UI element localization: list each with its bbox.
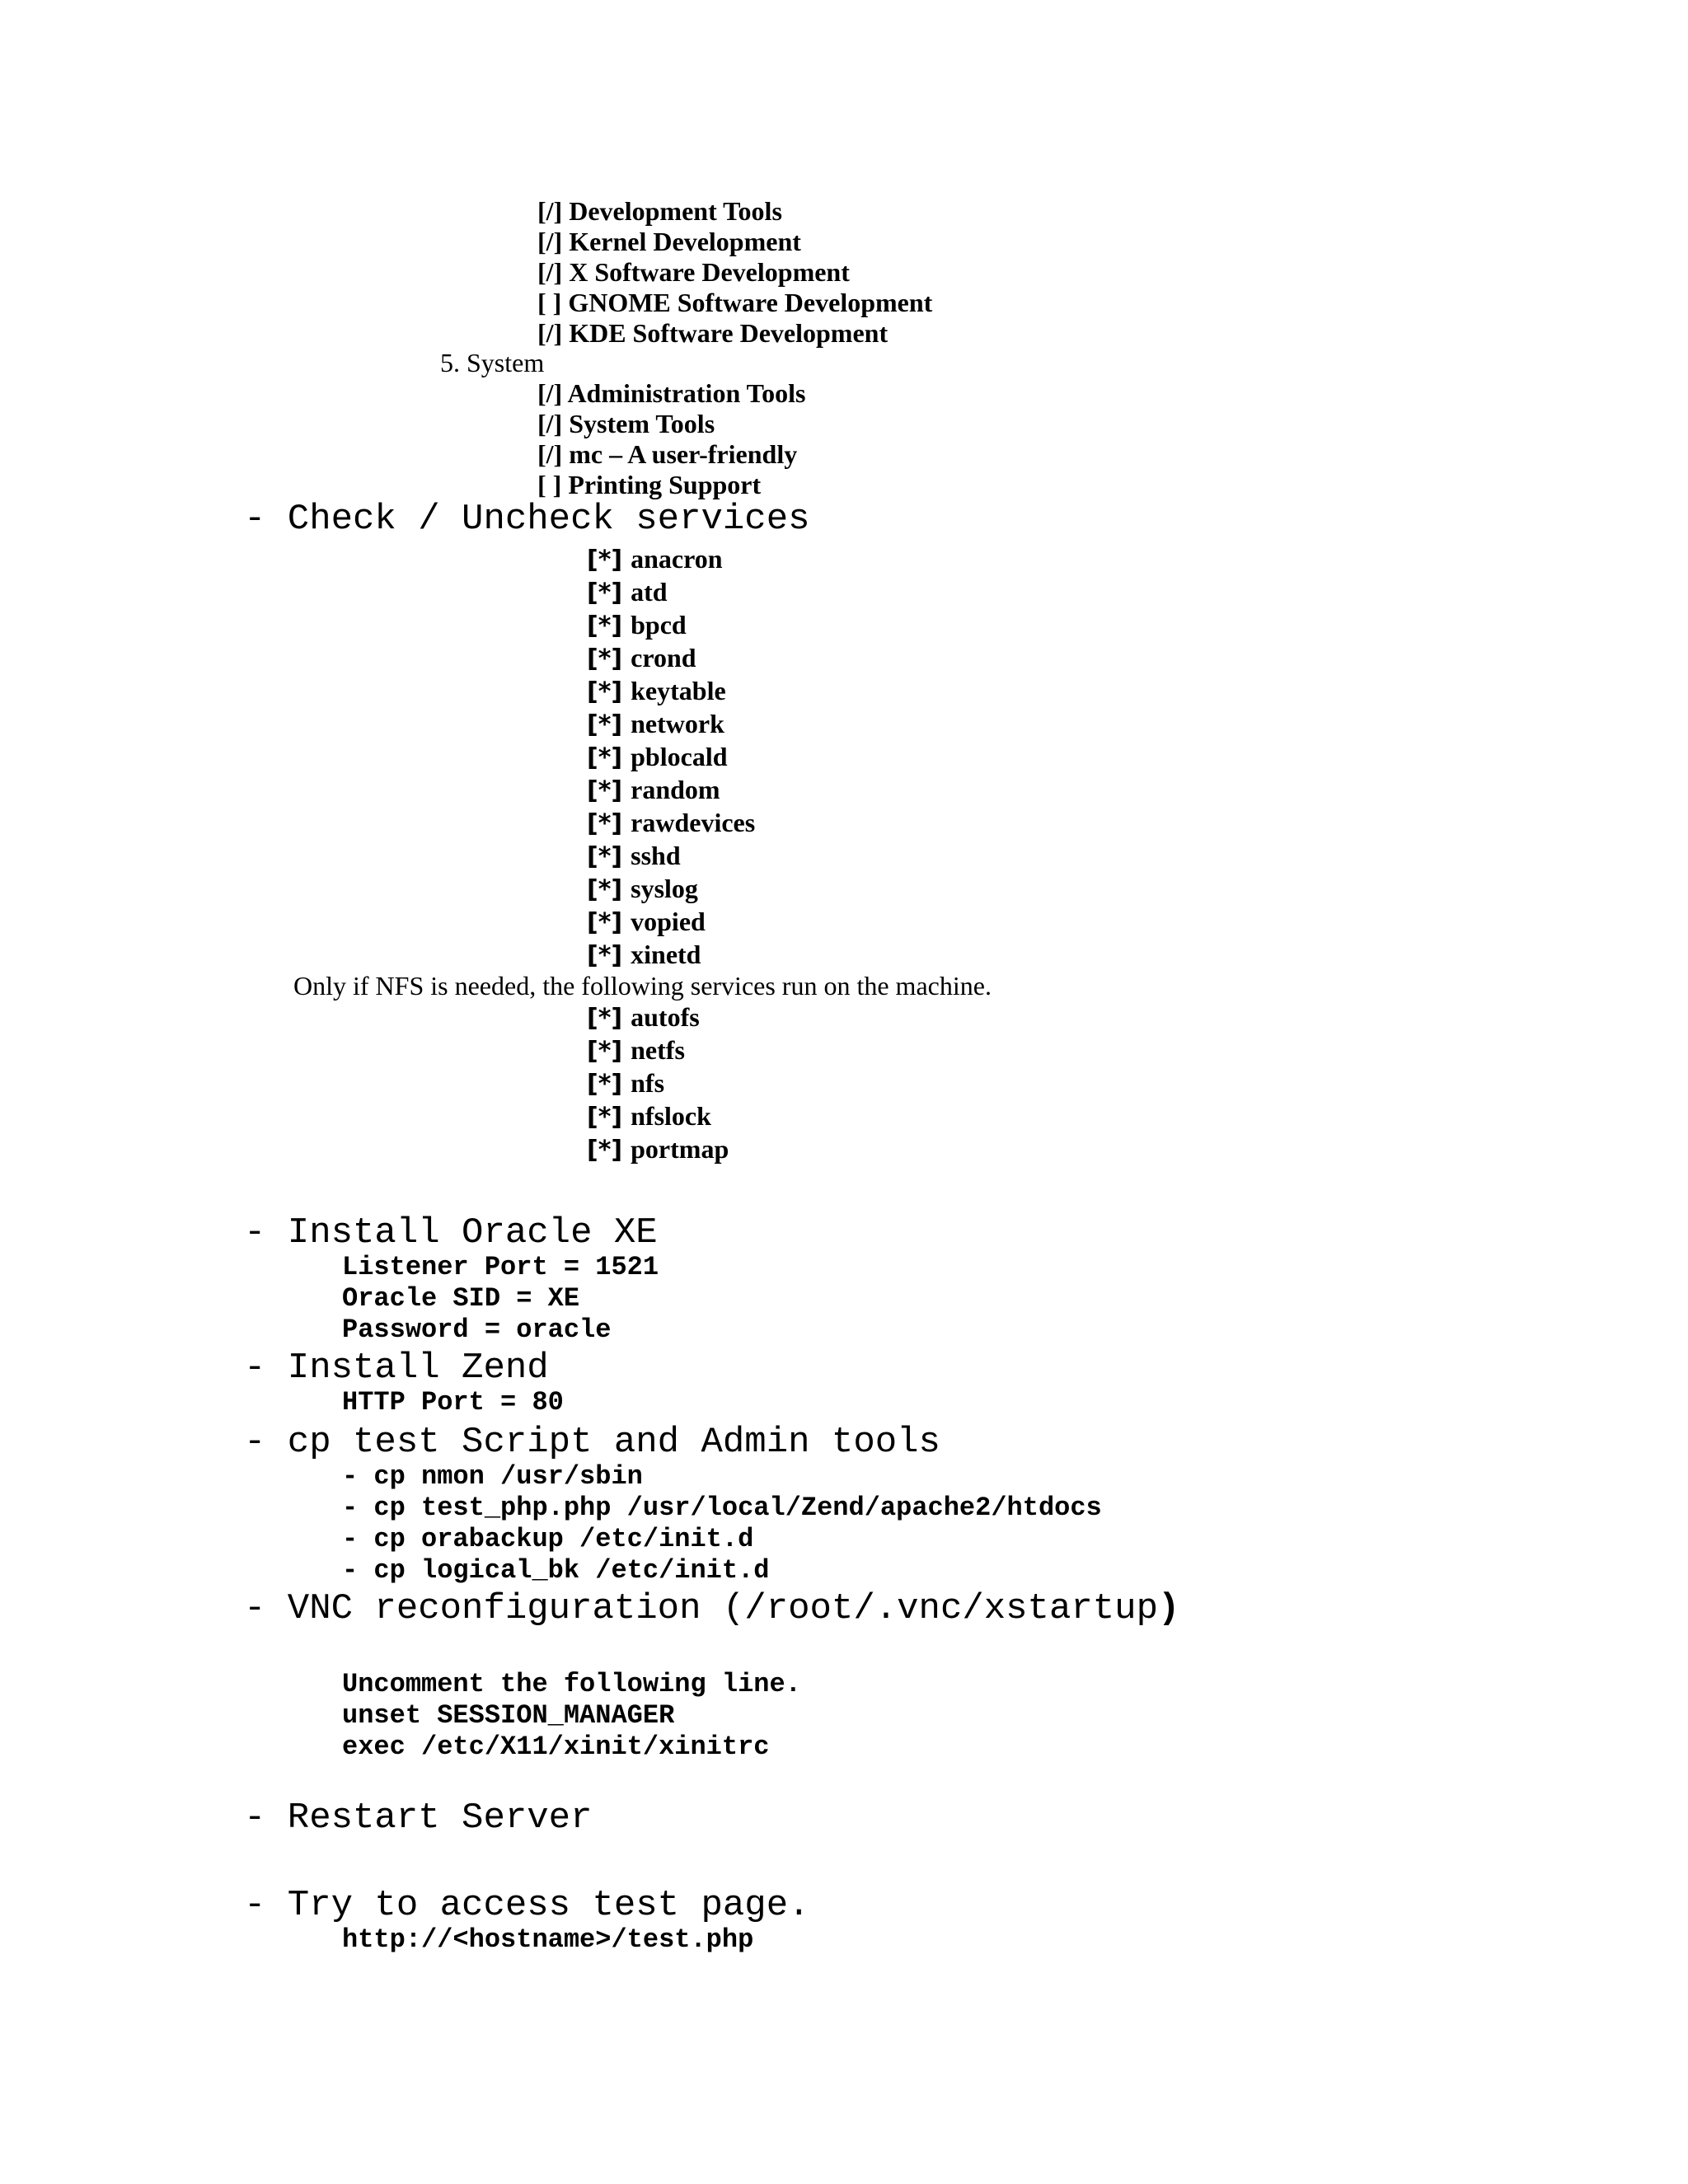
service-name: pblocald — [631, 742, 728, 771]
oracle-password: Password = oracle — [342, 1315, 612, 1345]
services-heading: - Check / Uncheck services — [244, 499, 810, 540]
service-check-mark: [*] — [587, 941, 623, 970]
package-kde-software-development: [/] KDE Software Development — [537, 318, 889, 348]
nfs-service-item — [587, 1070, 664, 1097]
oracle-listener-port: Listener Port = 1521 — [342, 1252, 659, 1282]
service-item — [587, 612, 687, 639]
cp-command: - cp orabackup /etc/init.d — [342, 1524, 754, 1554]
package-kernel-development: [/] Kernel Development — [537, 227, 801, 256]
vnc-unset-line: unset SESSION_MANAGER — [342, 1700, 675, 1731]
service-check-mark: [*] — [587, 875, 623, 904]
zend-http-port: HTTP Port = 80 — [342, 1387, 564, 1418]
nfs-service-item — [587, 1103, 711, 1130]
package-system-tools: [/] System Tools — [537, 409, 715, 438]
service-name: rawdevices — [631, 808, 756, 837]
cp-command: - cp logical_bk /etc/init.d — [342, 1555, 770, 1586]
system-group-heading: 5. System — [440, 348, 545, 377]
service-name: anacron — [631, 544, 723, 574]
service-name: vopied — [631, 907, 706, 936]
service-check-mark: [*] — [587, 1070, 623, 1099]
service-check-mark: [*] — [587, 842, 623, 871]
nfs-service-item — [587, 1136, 729, 1163]
service-item — [587, 743, 728, 771]
service-name: xinetd — [631, 940, 701, 969]
nfs-service-item — [587, 1037, 685, 1064]
package-administration-tools: [/] Administration Tools — [537, 378, 806, 408]
service-item — [587, 710, 724, 738]
package-mc: [/] mc – A user-friendly — [537, 439, 798, 469]
vnc-heading-close-paren: ) — [1157, 1588, 1180, 1629]
service-item — [587, 579, 668, 606]
service-name: keytable — [631, 676, 726, 705]
vnc-instruction: Uncomment the following line. — [342, 1669, 801, 1699]
nfs-note: Only if NFS is needed, the following services run on the machine. — [293, 971, 992, 1001]
service-check-mark: [*] — [587, 1004, 623, 1033]
cp-command: - cp nmon /usr/sbin — [342, 1461, 643, 1492]
cp-command: - cp test_php.php /usr/local/Zend/apache2/htdocs — [342, 1493, 1102, 1523]
service-item — [587, 941, 701, 968]
service-check-mark: [*] — [587, 743, 623, 772]
vnc-exec-line: exec /etc/X11/xinit/xinitrc — [342, 1732, 770, 1762]
service-check-mark: [*] — [587, 677, 623, 706]
package-x-software-development: [/] X Software Development — [537, 257, 850, 287]
service-item — [587, 776, 720, 804]
service-name: portmap — [631, 1134, 729, 1164]
service-item — [587, 677, 726, 705]
test-url: http://<hostname>/test.php — [342, 1924, 754, 1955]
service-check-mark: [*] — [587, 579, 623, 607]
service-name: random — [631, 775, 720, 804]
service-name: nfs — [631, 1068, 665, 1098]
service-check-mark: [*] — [587, 1037, 623, 1066]
vnc-heading-text: - VNC reconfiguration (/root/.vnc/xstartup — [244, 1588, 1158, 1629]
service-name: autofs — [631, 1002, 700, 1032]
service-check-mark: [*] — [587, 1103, 623, 1132]
restart-heading: - Restart Server — [244, 1797, 593, 1839]
service-item — [587, 644, 696, 672]
service-name: crond — [631, 643, 696, 673]
service-name: bpcd — [631, 610, 687, 640]
service-name: netfs — [631, 1035, 685, 1065]
test-heading: - Try to access test page. — [244, 1885, 810, 1926]
package-printing-support: [ ] Printing Support — [537, 470, 762, 499]
package-gnome-software-development: [ ] GNOME Software Development — [537, 288, 933, 317]
service-name: sshd — [631, 841, 681, 870]
service-item — [587, 546, 723, 573]
service-item — [587, 908, 706, 935]
service-check-mark: [*] — [587, 546, 623, 574]
service-item — [587, 875, 698, 902]
service-check-mark: [*] — [587, 776, 623, 805]
service-check-mark: [*] — [587, 612, 623, 640]
service-check-mark: [*] — [587, 644, 623, 673]
oracle-sid: Oracle SID = XE — [342, 1283, 580, 1314]
service-item — [587, 842, 681, 869]
service-name: syslog — [631, 874, 698, 903]
service-name: network — [631, 709, 724, 738]
oracle-heading: - Install Oracle XE — [244, 1212, 658, 1254]
service-name: nfslock — [631, 1101, 711, 1131]
package-development-tools: [/] Development Tools — [537, 196, 782, 226]
service-item — [587, 809, 755, 837]
nfs-service-item — [587, 1004, 700, 1031]
service-check-mark: [*] — [587, 1136, 623, 1165]
vnc-heading — [244, 1588, 1180, 1629]
service-check-mark: [*] — [587, 710, 623, 739]
service-check-mark: [*] — [587, 908, 623, 937]
cp-heading: - cp test Script and Admin tools — [244, 1422, 940, 1463]
service-name: atd — [631, 577, 668, 607]
service-check-mark: [*] — [587, 809, 623, 838]
zend-heading: - Install Zend — [244, 1347, 549, 1389]
